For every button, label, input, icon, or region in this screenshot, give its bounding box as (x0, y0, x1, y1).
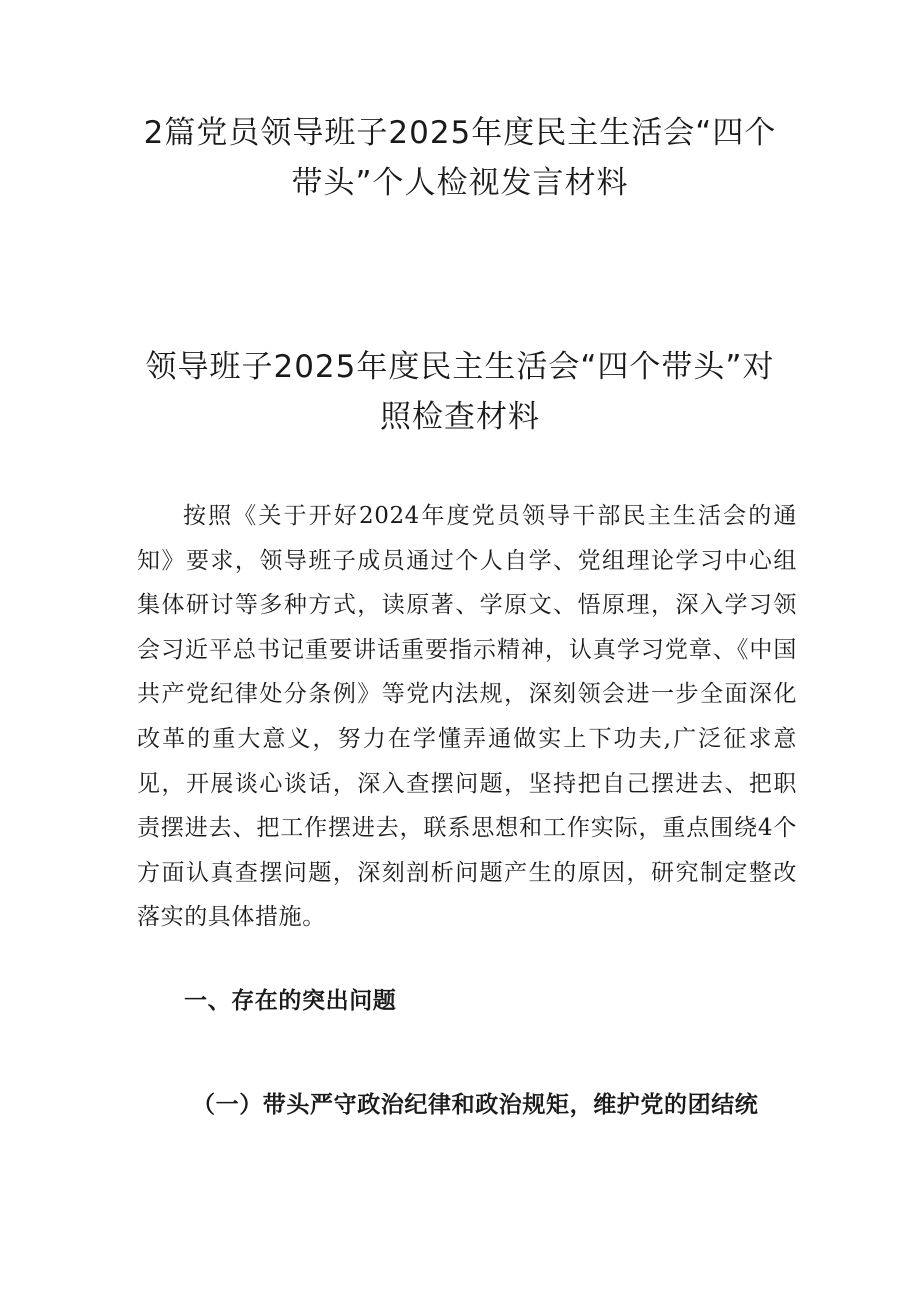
main-title (130, 108, 790, 208)
sub-title (130, 342, 790, 442)
intro-paragraph: 按照《关于开好2024年度党员领导干部民主生活会的通知》要求，领导班子成员通过个人自学、党组理论学习中心组集体研讨等多种方式，读原著、学原文、悟原理，深入学习领会习近平总书记重要讲话重要指示精神，认真学习党章、《中国共产党纪律处分条例》等党内法规，深刻领会进一步全面深化改革的重大意义，努力在学懂弄通做实上下功夫,广泛征求意见，开展谈心谈话，深入查摆问题，坚持把自己摆进去、把职责摆进去、把工作摆进去，联系思想和工作实际，重点围绕4个方面认真查摆问题，深刻剖析问题产生的原因，研究制定整改落实的具体措施。 (137, 503, 797, 931)
section-heading: 一、存在的突出问题 (184, 987, 397, 1014)
main-title-line-2: 带头”个人检视发言材料 (291, 165, 629, 201)
sub-title-line-2: 照检查材料 (380, 399, 540, 435)
sub-title-line-1: 领导班子2025年度民主生活会“四个带头”对 (145, 349, 775, 385)
subsection-heading: （一）带头严守政治纪律和政治规矩，维护党的团结统 (192, 1091, 759, 1118)
main-title-line-1: 2篇党员领导班子2025年度民主生活会“四个 (143, 115, 777, 151)
